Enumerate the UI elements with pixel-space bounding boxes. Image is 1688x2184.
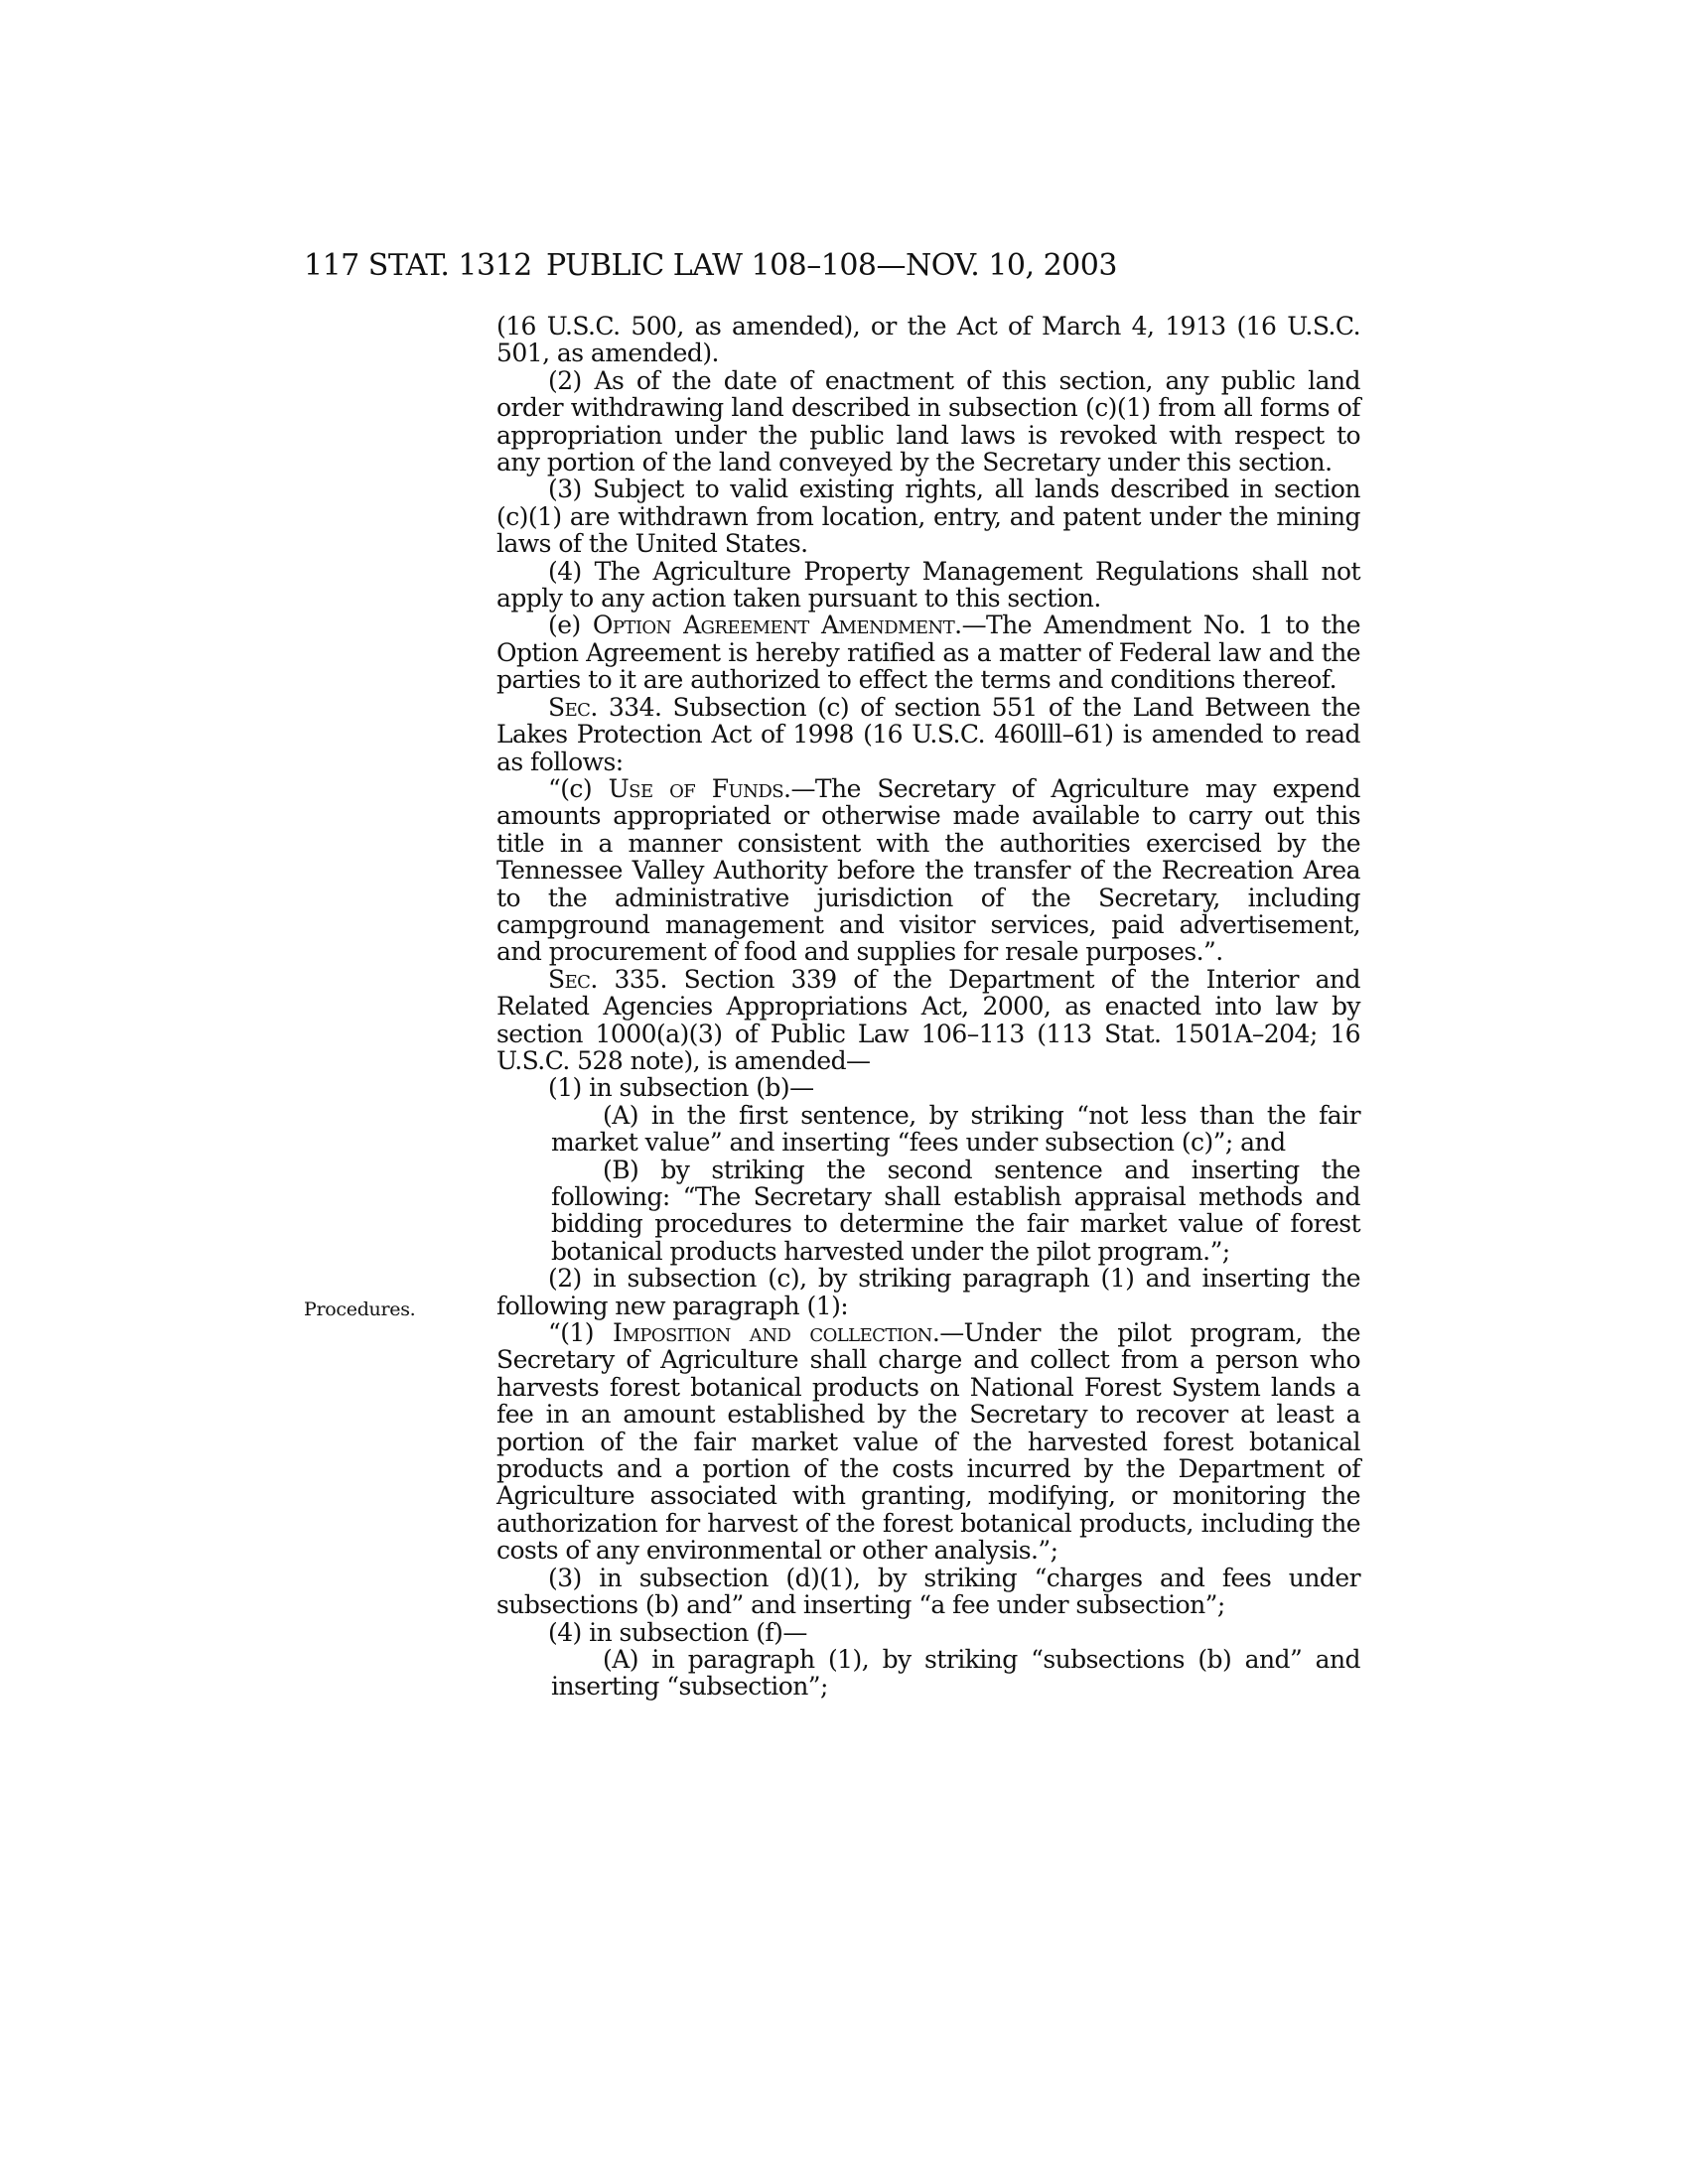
amendment-item-1: (1) in subsection (b)—: [548, 1073, 814, 1103]
amendment-item-3: (3) in subsection (d)(1), by striking “charges and fees under subsections (b) and” and inserting “a fee under subsection”;: [496, 1563, 1360, 1620]
public-law-title: PUBLIC LAW 108–108—NOV. 10, 2003: [546, 248, 1117, 283]
section-label: Sec.: [548, 964, 598, 994]
paragraph-d2: (2) As of the date of enactment of this section, any public land order withdrawing land described in subsection (c)(1) from all forms of appropriation under the public land laws is revoked with respect to any portion of the land conveyed by the Secretary under this section.: [496, 365, 1360, 478]
amendment-item-4a: (A) in paragraph (1), by striking “subsections (b) and” and inserting “subsection”;: [551, 1644, 1360, 1702]
amendment-item-4: (4) in subsection (f)—: [548, 1617, 807, 1647]
quoted-subsection-c: “(c) Use of Funds.—The Secretary of Agriculture may expend amounts appropriated or otherwise made available to carry out this title in a manner consistent with the authorities exercised by the Tennessee Valley Authority before the transfer of the Recreation Area to the administrative jurisdiction of the Secretary, including campground management and visitor services, paid advertisement, and procurement of food and supplies for resale purposes.”.: [496, 773, 1360, 967]
margin-note: Procedures.: [304, 1298, 416, 1320]
subsection-e: (e) Option Agreement Amendment.—The Amendment No. 1 to the Option Agreement is hereby ratified as a matter of Federal law and the parties to it are authorized to effect the terms and conditions thereof.: [496, 611, 1360, 695]
subsection-heading: Option Agreement Amendment.: [592, 611, 962, 640]
paragraph-d3: (3) Subject to valid existing rights, all lands described in section (c)(1) are withdrawn from location, entry, and patent under the mining laws of the United States.: [496, 475, 1360, 559]
paragraph-d4: (4) The Agriculture Property Management Regulations shall not apply to any action taken pursuant to this section.: [496, 556, 1360, 614]
body-text: [496, 313, 1360, 1701]
paragraph-heading: Imposition and collection.: [613, 1318, 940, 1348]
amendment-item-1b: (B) by striking the second sentence and inserting the following: “The Secretary shall establish appraisal methods and bidding procedures to determine the fair market value of forest botanical products harvested under the pilot program.”;: [551, 1155, 1360, 1266]
amendment-item-1a: (A) in the first sentence, by striking “not less than the fair market value” and inserting “fees under subsection (c)”; and: [551, 1100, 1360, 1158]
subsection-heading: Use of Funds.: [608, 773, 791, 803]
section-label: Sec.: [548, 692, 598, 722]
quoted-paragraph-1: “(1) Imposition and collection.—Under the pilot program, the Secretary of Agriculture shall charge and collect from a person who harvests forest botanical products on National Forest System lands a fee in an amount established by the Secretary to recover at least a portion of the fair market value of the harvested forest botanical products and a portion of the costs incurred by the Department of Agriculture associated with granting, modifying, or monitoring the authorization for harvest of the forest botanical products, including the costs of any environmental or other analysis.”;: [496, 1318, 1361, 1566]
statute-page-number: 117 STAT. 1312: [304, 248, 532, 283]
section-334: Sec. 334. Subsection (c) of section 551 of the Land Between the Lakes Protection Act of 1998 (16 U.S.C. 460lll–61) is amended to read as follows:: [496, 692, 1360, 776]
page-header: [304, 246, 1356, 286]
section-335: Sec. 335. Section 339 of the Department of the Interior and Related Agencies Appropriations Act, 2000, as enacted into law by section 1000(a)(3) of Public Law 106–113 (113 Stat. 1501A–204; 16 U.S.C. 528 note), is amended—: [496, 964, 1360, 1075]
paragraph-continuation: (16 U.S.C. 500, as amended), or the Act of March 4, 1913 (16 U.S.C. 501, as amended).: [496, 312, 1360, 368]
amendment-item-2: (2) in subsection (c), by striking paragraph (1) and inserting the following new paragraph (1):: [496, 1264, 1360, 1320]
